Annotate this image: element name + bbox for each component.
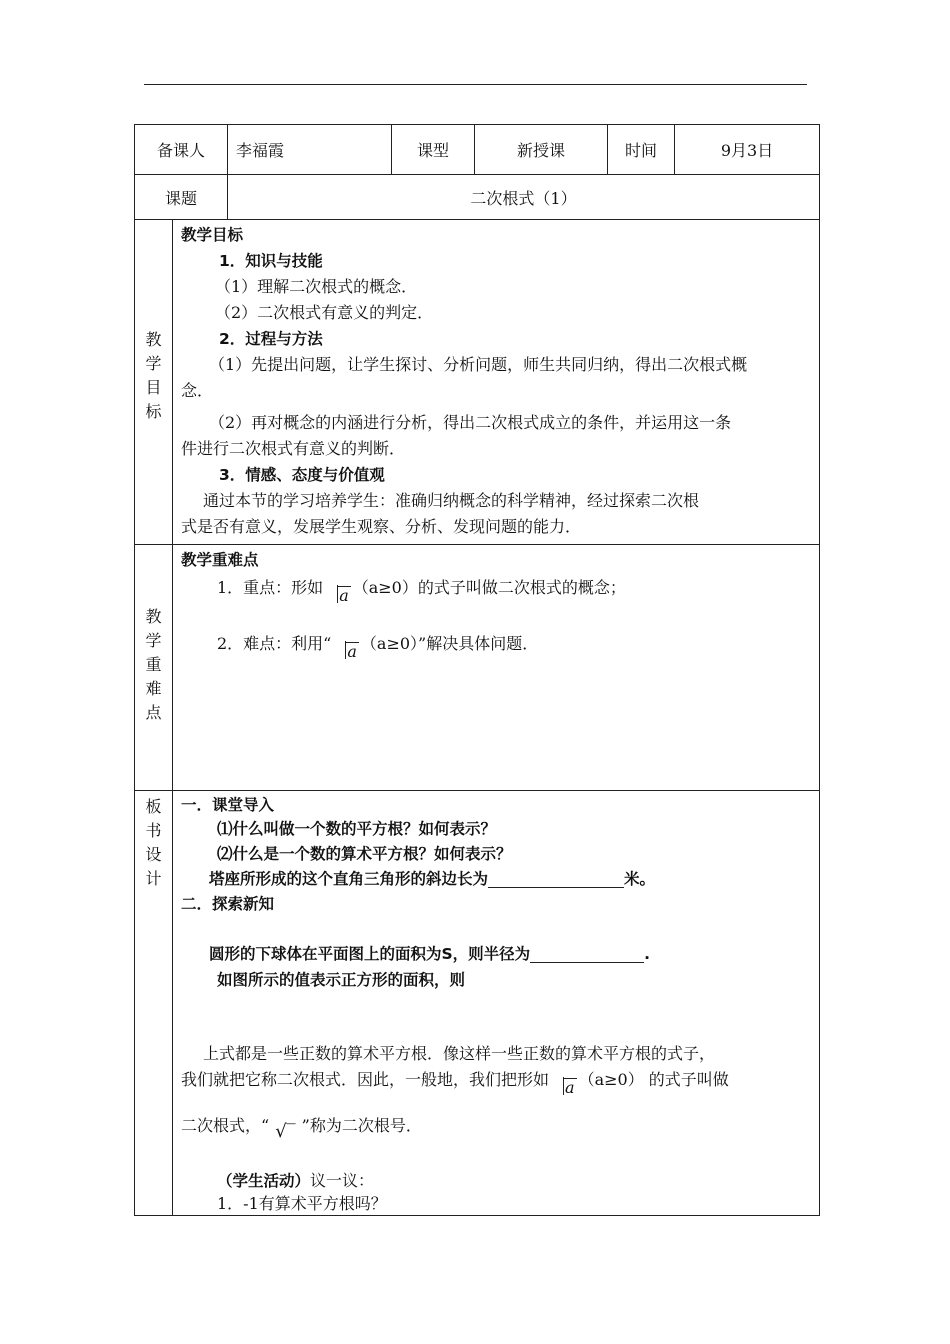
goals-item: 念．	[181, 381, 214, 400]
goals-side-label: 教 学 目 标	[135, 220, 173, 545]
keypoints-content	[173, 545, 820, 791]
header-rule	[144, 84, 807, 85]
board-paragraph: 上式都是一些正数的算术平方根．像这样一些正数的算术平方根的式子，	[203, 1044, 716, 1063]
board-section-intro: 一．课堂导入	[181, 796, 275, 814]
keypoint-difficulty: 2．难点：利用“ a （a≥0）”解决具体问题．	[181, 631, 811, 665]
topic-value: 二次根式（1）	[228, 175, 820, 220]
answer-blank[interactable]	[530, 944, 644, 963]
goals-section-process: 2．过程与方法	[219, 330, 323, 348]
lesson-type-value: 新授课	[475, 125, 608, 175]
board-activity: （学生活动）议一议：	[217, 1171, 375, 1190]
board-question: ⑴什么叫做一个数的平方根？如何表示？	[217, 820, 497, 838]
preparer-value: 李福霞	[228, 125, 392, 175]
board-section-explore: 二．探索新知	[181, 895, 275, 913]
keypoint-focus: 1．重点：形如 a （a≥0）的式子叫做二次根式的概念；	[181, 575, 811, 609]
goals-item: （2）再对概念的内涵进行分析，得出二次根式成立的条件，并运用这一条	[209, 413, 732, 432]
board-question: ⑵什么是一个数的算术平方根？如何表示？	[217, 845, 512, 863]
keypoints-row	[135, 545, 820, 791]
board-paragraph: 我们就把它称二次根式．因此，一般地，我们把形如 a （a≥0） 的式子叫做	[181, 1067, 811, 1101]
radical-sign: √‾	[275, 1121, 296, 1142]
lesson-plan-table	[134, 124, 820, 1216]
board-explore-item: 圆形的下球体在平面图上的面积为S，则半径为 .	[209, 945, 651, 963]
topic-label: 课题	[135, 175, 228, 220]
topic-row	[135, 175, 820, 220]
board-question: 塔座所形成的这个直角三角形的斜边长为 米。	[209, 870, 656, 888]
time-value: 9月3日	[675, 125, 820, 175]
goals-item: 式是否有意义，发展学生观察、分析、发现问题的能力．	[181, 517, 582, 536]
time-label: 时间	[608, 125, 675, 175]
goals-item: （1）理解二次根式的概念．	[215, 277, 418, 296]
goals-item: 件进行二次根式有意义的判断．	[181, 439, 406, 458]
board-side-label: 板 书 设 计	[135, 791, 173, 1216]
board-explore-item: 如图所示的值表示正方形的面积，则	[217, 971, 466, 989]
sqrt-a: a	[551, 1075, 577, 1101]
goals-section-knowledge: 1．知识与技能	[219, 252, 323, 270]
sqrt-a: a	[325, 583, 351, 609]
board-row	[135, 791, 820, 1216]
goals-row	[135, 220, 820, 545]
keypoints-heading: 教学重难点	[181, 551, 259, 569]
board-paragraph: 二次根式，“ √‾ ”称为二次根号．	[181, 1113, 811, 1145]
lesson-type-label: 课型	[392, 125, 475, 175]
keypoints-side-label: 教 学 重 难 点	[135, 545, 173, 791]
goals-heading: 教学目标	[181, 226, 244, 244]
board-content	[173, 791, 820, 1216]
goals-section-attitude: 3．情感、态度与价值观	[219, 466, 385, 484]
board-activity-question: 1．-1有算术平方根吗？	[217, 1194, 387, 1213]
sqrt-a: a	[333, 639, 359, 665]
goals-item: 通过本节的学习培养学生：准确归纳概念的科学精神，经过探索二次根	[203, 491, 700, 510]
goals-content	[173, 220, 820, 545]
header-row	[135, 125, 820, 175]
preparer-label: 备课人	[135, 125, 228, 175]
goals-item: （1）先提出问题，让学生探讨、分析问题，师生共同归纳，得出二次根式概	[209, 355, 748, 374]
answer-blank[interactable]	[488, 869, 624, 888]
goals-item: （2）二次根式有意义的判定．	[215, 303, 434, 322]
